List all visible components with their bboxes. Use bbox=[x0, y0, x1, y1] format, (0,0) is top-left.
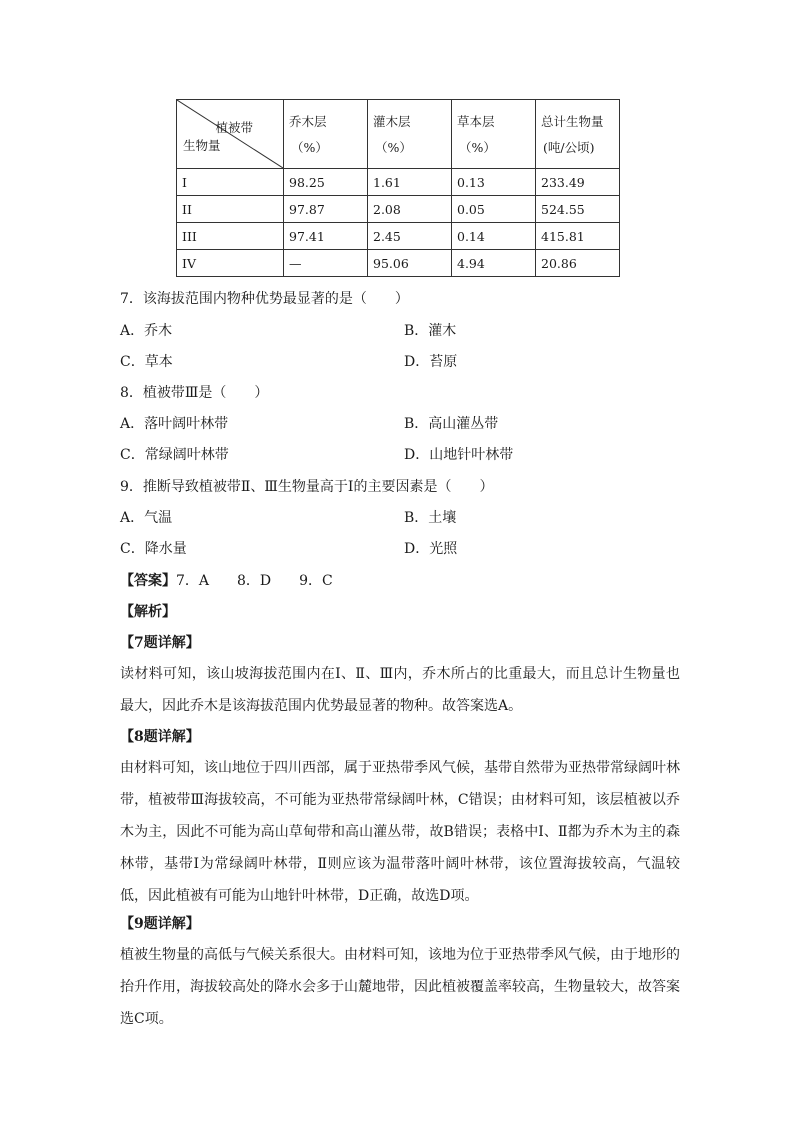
shrub-cell: 1.61 bbox=[368, 169, 452, 196]
question-7-stem: 7．该海拔范围内物种优势最显著的是（ ） bbox=[120, 291, 409, 307]
diagonal-header-top: 植被带 bbox=[215, 120, 253, 135]
question-8-stem: 8．植被带Ⅲ是（ ） bbox=[120, 385, 269, 401]
herb-cell: 0.05 bbox=[452, 196, 536, 223]
band-cell: III bbox=[177, 223, 284, 250]
section-9-text: 植被生物量的高低与气候关系很大。由材料可知，该地为位于亚热带季风气候，由于地形的抬升作用，海拔较高处的降水会多于山麓地带，因此植被覆盖率较高，生物量较大，故答案选C项。 bbox=[120, 947, 680, 1027]
header-herb-layer: 草本层 （%） bbox=[452, 100, 536, 169]
shrub-cell: 2.08 bbox=[368, 196, 452, 223]
tree-cell: — bbox=[284, 250, 368, 277]
herb-cell: 0.13 bbox=[452, 169, 536, 196]
analysis-label: 【解析】 bbox=[120, 604, 176, 620]
header-tree-layer: 乔木层 （%） bbox=[284, 100, 368, 169]
total-cell: 524.55 bbox=[536, 196, 620, 223]
question-7-option-a: A．乔木 bbox=[120, 323, 173, 339]
question-9-option-c: C．降水量 bbox=[120, 541, 187, 557]
herb-cell: 4.94 bbox=[452, 250, 536, 277]
total-cell: 233.49 bbox=[536, 169, 620, 196]
question-8-option-b: B．高山灌丛带 bbox=[404, 416, 499, 432]
answer-value: 7．A 8．D 9．C bbox=[176, 573, 333, 589]
header-total-biomass: 总计生物量 (吨/公顷) bbox=[536, 100, 620, 169]
question-8-option-c: C．常绿阔叶林带 bbox=[120, 447, 229, 463]
total-cell: 20.86 bbox=[536, 250, 620, 277]
question-9-option-a: A．气温 bbox=[120, 510, 173, 526]
answer-line bbox=[120, 573, 333, 589]
table-row bbox=[177, 169, 620, 196]
tree-cell: 98.25 bbox=[284, 169, 368, 196]
section-8-text: 由材料可知，该山地位于四川西部，属于亚热带季风气候，基带自然带为亚热带常绿阔叶林带，植被带Ⅲ海拔较高，不可能为亚热带常绿阔叶林，C错误；由材料可知，该层植被以乔木为主，因此不可能为高山草甸带和高山灌丛带，故B错误；表格中Ⅰ、Ⅱ都为乔木为主的森林带，基带Ⅰ为常绿阔叶林带，Ⅱ则应该为温带落叶阔叶林带，该位置海拔较高，气温较低，因此植被有可能为山地针叶林带，D正确，故选D项。 bbox=[120, 760, 680, 904]
table-header-row bbox=[177, 100, 620, 169]
question-9-option-d: D．光照 bbox=[404, 541, 458, 557]
question-7-option-b: B．灌木 bbox=[404, 323, 457, 339]
band-cell: IV bbox=[177, 250, 284, 277]
band-cell: I bbox=[177, 169, 284, 196]
table-row bbox=[177, 223, 620, 250]
total-cell: 415.81 bbox=[536, 223, 620, 250]
tree-cell: 97.41 bbox=[284, 223, 368, 250]
question-8-option-d: D．山地针叶林带 bbox=[404, 447, 514, 463]
table-row bbox=[177, 196, 620, 223]
question-8-option-a: A．落叶阔叶林带 bbox=[120, 416, 229, 432]
section-7-text: 读材料可知，该山坡海拔范围内在Ⅰ、Ⅱ、Ⅲ内，乔木所占的比重最大，而且总计生物量也最大，因此乔木是该海拔范围内优势最显著的物种。故答案选A。 bbox=[120, 666, 680, 714]
answer-label: 【答案】 bbox=[120, 573, 176, 589]
question-9-option-b: B．土壤 bbox=[404, 510, 457, 526]
herb-cell: 0.14 bbox=[452, 223, 536, 250]
shrub-cell: 95.06 bbox=[368, 250, 452, 277]
tree-cell: 97.87 bbox=[284, 196, 368, 223]
question-9-stem: 9．推断导致植被带Ⅱ、Ⅲ生物量高于Ⅰ的主要因素是（ ） bbox=[120, 479, 494, 495]
table-row bbox=[177, 250, 620, 277]
question-7-option-d: D．苔原 bbox=[404, 354, 458, 370]
shrub-cell: 2.45 bbox=[368, 223, 452, 250]
biomass-table bbox=[176, 99, 620, 277]
diagonal-header-cell bbox=[177, 100, 284, 169]
section-7-heading: 【7题详解】 bbox=[120, 635, 200, 651]
question-7-option-c: C．草本 bbox=[120, 354, 173, 370]
section-8-heading: 【8题详解】 bbox=[120, 729, 200, 745]
section-9-heading: 【9题详解】 bbox=[120, 916, 200, 932]
diagonal-header-bottom: 生物量 bbox=[183, 138, 221, 153]
header-shrub-layer: 灌木层 （%） bbox=[368, 100, 452, 169]
band-cell: II bbox=[177, 196, 284, 223]
